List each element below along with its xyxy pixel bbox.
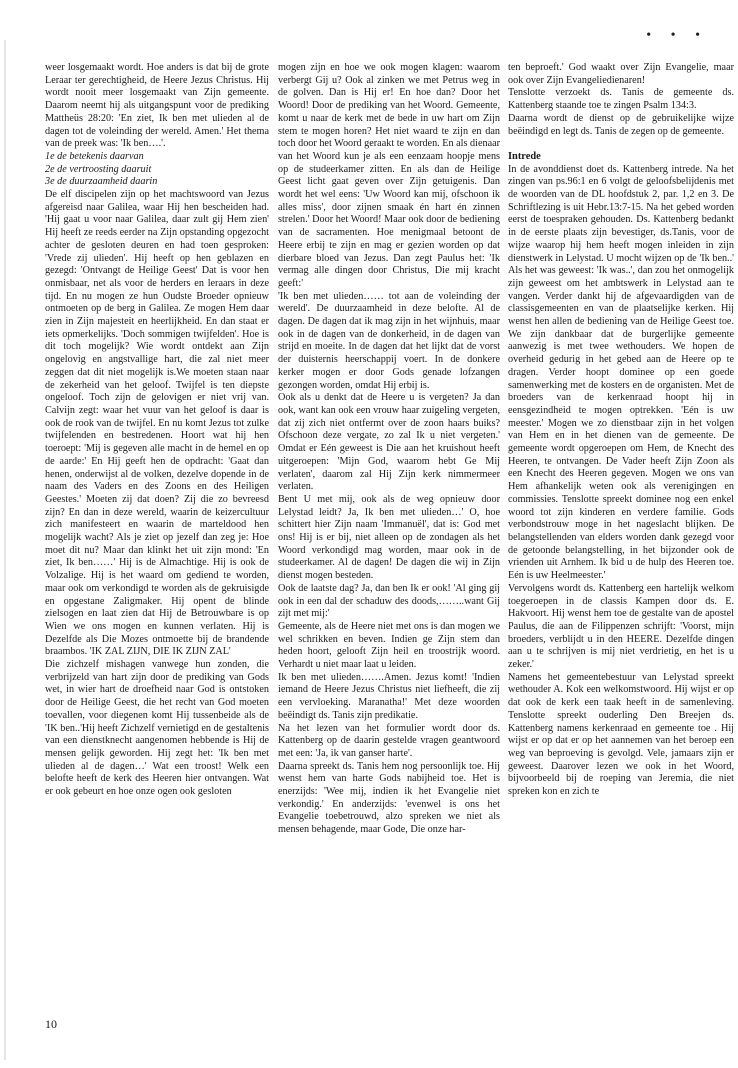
outline-item: 2e de vertroosting daaruit — [45, 163, 152, 175]
paragraph: Daarna spreekt ds. Tanis hem nog persoonlijk toe. Hij wenst hem van harte Gods nabijheid toe. Het is enerzijds: 'Wee mij, indien ik het Evangelie niet verkondig.' En anderzijds: 'evenwel is ons het Evangelie toebetrouwd, alzo spreken we niet als mensen behagende, maar Gode, Die onze har- — [278, 760, 500, 836]
paragraph: mogen zijn en hoe we ook mogen klagen: waarom verbergt Gij u? Ook al zinken we met Petrus weg in de golven. Dan is Hij er! En hoe dan? Door het Woord! Door de prediking van het Woord. Gemeente, komt u naar de kerk met de bede in uw hart om Zijn stem te mogen horen? Het niet waard te zijn en dan toch door het Woord geraakt te worden. En als dienaar van het Woord kun je als een eenzaam hoopje mens op de studeerkamer zitten. En als dan de Heilige Geest licht gaat geven over Zijn getuigenis. Dan wordt het wel eens: 'Uw Woord kan mij, ofschoon ik alles miss', door zijnen smaak én hart én zinnen strelen.' Door het Woord! Maar ook door de bediening van de sacramenten. Hoe menigmaal betoont de Heere erbij te zijn en mag er gezien worden op dat dierbare bloed van Jezus. Dan zegt Paulus het: 'Ik vermag alle dingen door Christus, Die mij kracht geeft:' — [278, 62, 500, 289]
paragraph: Bent U met mij, ook als de weg opnieuw door Lelystad leidt? Ja, Ik ben met ulieden…' O, hoe schittert hier Zijn naam 'Immanuël', dat is: God met ons! Hij is er bij, niet alleen op de zondagen als het Woord verkondigd mag worden, maar ook in de studeerkamer. Al de dagen! De dagen die wij in Zijn dienst mogen besteden. — [278, 493, 500, 582]
scan-edge — [4, 40, 6, 1060]
paragraph: Ik ben met ulieden…….Amen. Jezus komt! 'Indien iemand de Heere Jezus Christus niet liefheeft, die zij een vervloeking. Maranatha!' Met deze woorden beëindigt ds. Tanis zijn predikatie. — [278, 671, 500, 721]
paragraph: Ook de laatste dag? Ja, dan ben Ik er ook! 'Al ging gij ook in een dal der schaduw des doods,……..want Gij zijt met mij:' — [278, 582, 500, 620]
paragraph: Na het lezen van het formulier wordt door ds. Kattenberg op de daarin gestelde vragen geantwoord met een: 'Ja, ik van ganser harte'. — [278, 722, 500, 759]
paragraph: Gemeente, als de Heere niet met ons is dan mogen we wel schrikken en beven. Indien ge Zijn stem dan heden hoort, gelooft Zijn heil en troostrijk woord. Verhardt u niet maar laat u leiden. — [278, 620, 500, 671]
corner-marks: • • • — [646, 28, 708, 43]
paragraph: Vervolgens wordt ds. Kattenberg een hartelijk welkom toegeroepen in de classis Kampen door ds. E. Hakvoort. Hij wenst hem toe de gestalte van de apostel Paulus, die aan de Filippenzen schrijft: 'Voorst, mijn broeders, verblijdt u in den HEERE. Dezelfde dingen aan u te schrijven is mij niet verdrietig, en het is u zeker.' — [508, 582, 734, 671]
paragraph: weer losgemaakt wordt. Hoe anders is dat bij de grote Leraar ter gerechtigheid, de Heere Jezus Christus. Hij wordt nooit meer losgemaakt van Zijn gemeente. Daarom neemt hij als uitgangspunt voor de prediking Mattheüs 28:20: 'En ziet, Ik ben met ulieden al de dagen tot de voleinding der wereld. Amen.' Het thema van de preek was: 'Ik ben….'. — [45, 62, 269, 150]
paragraph: De elf discipelen zijn op het machtswoord van Jezus afgereisd naar Galilea, waar Hij hen bescheiden had. 'Hij gaat u voor naar Galilea, daar zult gij Hem zien' Hij heeft ze reeds eerder na Zijn opstanding opgezocht achter de gesloten deuren en had toen gesproken: 'Vrede zij ulieden'. Hij heeft op hen geblazen en gezegd: 'Ontvangt de Heilige Geest' Dat is voor hen onmisbaar, net als voor de herders en leraars in deze tijd. En nu mogen ze hun Oudste Broeder opnieuw ontmoeten op de berg in Galilea. Ze mogen Hem daar zien in Zijn majesteit en heerlijkheid. En dan staat er iets opmerkelijks. 'Doch sommigen twijfelden'. Hoe is dit toch mogelijk? Wie wordt ontdekt aan Zijn ongelovig en angstvallige hart, die zal niet meer zeggen dat dit niet mogelijk is.We moeten staan naar de zekerheid van het geloof. Twijfel is ten diepste ongeloof. Toch zijn de gelovigen er niet vrij van. Calvijn zegt: waar het vuur van het geloof is daar is ook de rook van de twijfel. En nu komt Jezus tot zulke twijfelenden en bestredenen. Hoort wat hij hen toeroept: 'Mij is gegeven alle macht in de hemel en op de aarde:' En Hij geeft hen de opdracht: 'Gaat dan henen, onderwijst al de volken, dezelve dopende in de naam des Vaders en des Zoons en des Heiligen Geestes.' Moeten zij dat doen? Zij die zo bevreesd zijn? En dan in deze wereld, waarin de keizercultuur zich manifesteert en waarin de marteldood hen mogelijk wacht? Als je ziet op jezelf dan zeg je: Hoe moet dit nu? Maar dan klinkt het uit zijn mond: 'En ziet, Ik ben……' Hij is de Almachtige. Hij is ook de Volzalige. Hij is het waard om gediend te worden, maar ook om verkondigd te worden als de gekruisigde en opgestane Zaligmaker. Hij opent de blinde zielsogen en laat zien dat Hij de Betrouwbare is op Wien we ons mogen en kunnen verlaten. Hij is Dezelfde als Die Mozes ontmoette bij de brandende braambos. 'IK ZAL ZIJN, DIE IK ZIJN ZAL' — [45, 189, 269, 658]
paragraph: Daarna wordt de dienst op de gebruikelijke wijze beëindigd en legt ds. Tanis de zegen op de gemeente. — [508, 112, 734, 137]
outline-item: 1e de betekenis daarvan — [45, 150, 144, 162]
column-3 — [508, 62, 734, 799]
page-number: 10 — [45, 1017, 57, 1031]
paragraph: 'Ik ben met ulieden…… tot aan de voleinding der wereld'. De duurzaamheid in deze belofte. Al de dagen. De dagen dat ik mag zijn in het wijnhuis, maar ook in de dagen van de donkerheid, in de dagen van strijd en moeite. In de dagen dat het lijkt dat de vorst der duisternis heerschappij voert. In de donkere kerker mogen er door Gods genade lofzangen gezongen worden, omdat Hij erbij is. — [278, 290, 500, 391]
paragraph: Tenslotte verzoekt ds. Tanis de gemeente ds. Kattenberg staande toe te zingen Psalm 134:3. — [508, 87, 734, 112]
paragraph: Ook als u denkt dat de Heere u is vergeten? Ja dan ook, want kan ook een vrouw haar zuigeling vergeten, dat zij zich niet ontfermt over de zoon haars buiks? Ofschoon deze vergate, zo zal Ik u niet vergeten.' Omdat er Eén geweest is Die aan het kruishout heeft uitgeroepen: 'Mijn God, waarom hebt Ge Mij verlaten', daarom zal Hij Zijn kerk nimmermeer verlaten. — [278, 392, 500, 493]
column-1 — [45, 62, 269, 799]
paragraph: In de avonddienst doet ds. Kattenberg intrede. Na het zingen van ps.96:1 en 6 volgt de geloofsbelijdenis met de woorden van de DL hoofdstuk 2, par. 1,2 en 3. De Schriftlezing is uit Hebr.13:7-15. Na het gebed worden eerst de toespraken gehouden. Ds. Kattenberg bedankt in de eerste plaats zijn bevestiger, ds.Tanis, voor de wijze waarop hij hem heeft mogen inleiden in zijn dienstwerk in Lelystad. U mocht wijzen op de 'Ik ben..' Als het was geweest: 'Ik was..', dan zou het onmogelijk zijn geweest om het ambtswerk in Lelystad aan te vangen. Verder dankt hij de afgevaardigden van de classisgemeenten en van de plaatselijke kerken. Hij wenst hen allen de bediening van de Heilige Geest toe. We zijn dankbaar dat de burgerlijke gemeente aanwezig is met twee wethouders. We hopen de overheid gedurig in het gebed aan de Heere op te dragen. Verder hoopt dominee op een goede samenwerking met de kosters en de organisten. Met de broeders van de kerkenraad hoopt hij in eensgezindheid te mogen optrekken. 'Eén is uw meester.' Mogen we zo dienstbaar zijn in het volgen van Hem en in het dienen van de gemeente. De gemeente wordt opgeroepen om Hem, de Knecht des Heeren, te ontvangen. De Vader heeft Zijn Zoon als een Knecht des Heeren gegeven. Mogen we ons van Hem afhankelijk weten ook als verenigingen en commissies. Tenslotte spreekt dominee nog een enkel woord tot zijn kinderen en verdere familie. Gods verbondstrouw moge in het nageslacht blijken. De belangstellenden van elders worden dank gezegd voor de getoonde belangstelling, in het bijzonder ook de vrienden uit Arnhem. Ik bid u de hulp des Heeren toe. Eén is uw Heelmeester.' — [508, 163, 734, 582]
paragraph: ten beproeft.' God waakt over Zijn Evangelie, maar ook over Zijn Evangeliedienaren! — [508, 62, 734, 86]
paragraph: Die zichzelf mishagen vanwege hun zonden, die verbrijzeld van hart zijn door de prediking van Gods wet, in wier hart de droefheid naar God is ontstoken door de Heilige Geest, die het recht van God moeten toevallen, voor diegenen komt Hij tussenbeide als de 'IK ben..'Hij heeft Zichzelf vernietigd en de gestaltenis van een dienstknecht aangenomen hebbende is Hij de mensen gelijk geworden. Hij zegt het: 'Ik ben met ulieden al de dagen…' Wat een troost! Welk een belofte heeft de kerk des Heeren hier ontvangen. Wat er ook gebeurt en hoe onze ogen ook gesloten — [45, 659, 269, 798]
paragraph: Namens het gemeentebestuur van Lelystad spreekt wethouder A. Kok een welkomstwoord. Hij wijst er op dat ook de kerk een taak heeft in de samenleving. Tenslotte spreekt ouderling Den Breejen ds. Kattenberg namens kerkenraad en gemeente toe . Hij wijst er op dat er op het aannemen van het beroep een weg van beproeving is gevolgd. Vele, jamaars zijn er geweest. Daarover lezen we ook in het Woord, bijvoorbeeld bij de roeping van Jeremia, die niet spreken kon en zich te — [508, 671, 734, 798]
spacer — [508, 138, 734, 151]
column-2 — [278, 62, 500, 837]
section-heading: Intrede — [508, 150, 541, 162]
outline-item: 3e de duurzaamheid daarin — [45, 176, 158, 188]
